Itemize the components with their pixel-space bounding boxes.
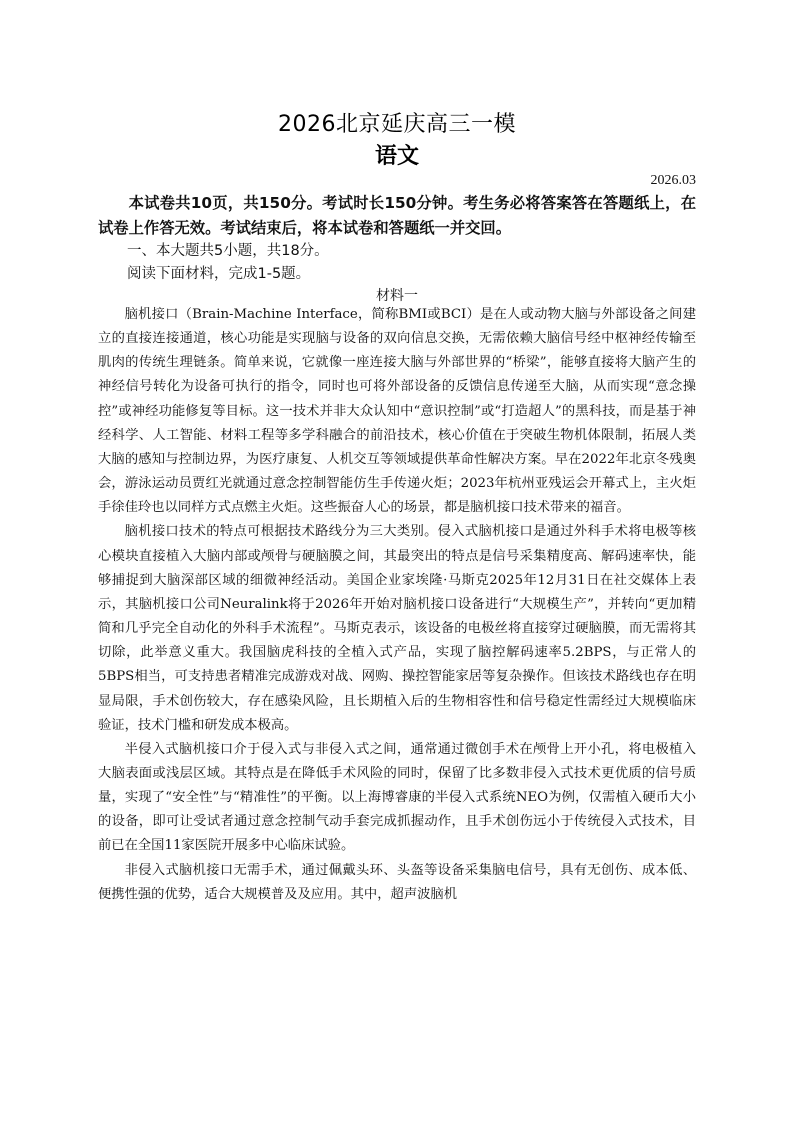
paragraph: 脑机接口技术的特点可根据技术路线分为三大类别。侵入式脑机接口是通过外科手术将电极等核心模块直接植入大脑内部或颅骨与硬脑膜之间，其最突出的特点是信号采集精度高、解码速率快，能够捕捉到大脑深部区域的细微神经活动。美国企业家埃隆·马斯克2025年12月31日在社交媒体上表示，其脑机接口公司Neuralink将于2026年开始对脑机接口设备进行“大规模生产”，并转向“更加精简和几乎完全自动化的外科手术流程”。马斯克表示，该设备的电极丝将直接穿过硬脑膜，而无需将其切除，此举意义重大。我国脑虎科技的全植入式产品，实现了脑控解码速率5.2BPS，与正常人的5BPS相当，可支持患者精准完成游戏对战、网购、操控智能家居等复杂操作。但该技术路线也存在明显局限，手术创伤较大，存在感染风险，且长期植入后的生物相容性和信号稳定性需经过大规模临床验证，技术门槛和研发成本极高。 <box>98 524 696 733</box>
section-instruction: 阅读下面材料，完成1-5题。 <box>127 266 311 282</box>
section-heading: 一、本大题共5小题，共18分。 <box>127 243 329 259</box>
exam-title: 2026北京延庆高三一模 <box>278 112 516 137</box>
paragraph: 脑机接口（Brain-Machine Interface，简称BMI或BCI）是在人或动物大脑与外部设备之间建立的直接连接通道，核心功能是实现脑与设备的双向信息交换，无需依赖大脑信号经中枢神经传输至肌肉的传统生理链条。简单来说，它就像一座连接大脑与外部世界的“桥梁”，能够直接将大脑产生的神经信号转化为设备可执行的指令，同时也可将外部设备的反馈信息传递至大脑，从而实现“意念操控”或神经功能修复等目标。这一技术并非大众认知中“意识控制”或“打造超人”的黑科技，而是基于神经科学、人工智能、材料工程等多学科融合的前沿技术，核心价值在于突破生物机体限制，拓展人类大脑的感知与控制边界，为医疗康复、人机交互等领域提供革命性解决方案。早在2022年北京冬残奥会，游泳运动员贾红光就通过意念控制智能仿生手传递火炬；2023年杭州亚残运会开幕式上，主火炬手徐佳玲也以同样方式点燃主火炬。这些振奋人心的场景，都是脑机接口技术带来的福音。 <box>98 307 696 516</box>
exam-notice: 本试卷共10页，共150分。考试时长150分钟。考生务必将答案答在答题纸上，在试卷上作答无效。考试结束后，将本试卷和答题纸一并交回。 <box>98 194 696 237</box>
exam-date: 2026.03 <box>650 173 696 188</box>
paragraph: 半侵入式脑机接口介于侵入式与非侵入式之间，通常通过微创手术在颅骨上开小孔，将电极植入大脑表面或浅层区域。其特点是在降低手术风险的同时，保留了比多数非侵入式技术更优质的信号质量，实现了“安全性”与“精准性”的平衡。以上海博睿康的半侵入式系统NEO为例，仅需植入硬币大小的设备，即可让受试者通过意念控制气动手套完成抓握动作，且手术创伤远小于传统侵入式技术，目前已在全国11家医院开展多中心临床试验。 <box>98 741 696 854</box>
material-title: 材料一 <box>376 288 418 304</box>
subject-title: 语文 <box>374 144 419 169</box>
paragraph: 非侵入式脑机接口无需手术，通过佩戴头环、头盔等设备采集脑电信号，具有无创伤、成本低、便携性强的优势，适合大规模普及及应用。其中，超声波脑机 <box>98 862 696 902</box>
material-body <box>98 303 696 907</box>
